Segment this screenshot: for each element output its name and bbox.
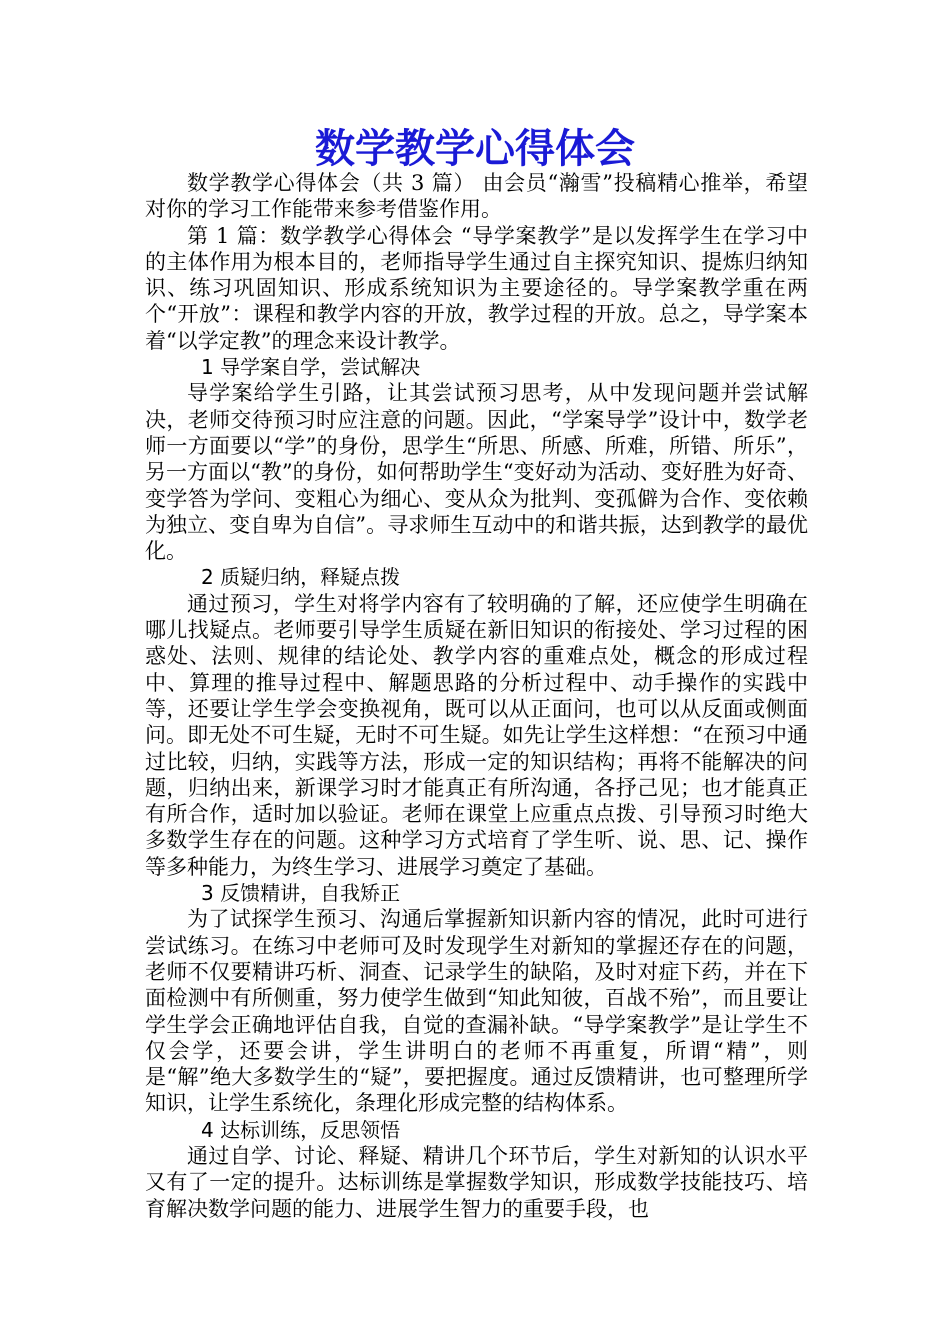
section-heading-2: 2 质疑归纳，释疑点拨 <box>201 565 401 590</box>
section-heading-3: 3 反馈精讲，自我矫正 <box>201 881 401 906</box>
section-heading-1: 1 导学案自学，尝试解决 <box>201 355 421 380</box>
part1-paragraph: 第 1 篇：数学教学心得体会 “导学案教学”是以发挥学生在学习中的主体作用为根本目的，老师指导学生通过自主探究知识、提炼归纳知识、练习巩固知识、形成系统知识为主要途径的。导学案教学重在两个“开放”：课程和教学内容的开放，教学过程的开放。总之，导学案本着“以学定教”的理念来设计教学。 <box>145 223 808 353</box>
section-paragraph-3: 为了试探学生预习、沟通后掌握新知识新内容的情况，此时可进行尝试练习。在练习中老师可及时发现学生对新知的掌握还存在的问题，老师不仅要精讲巧析、洞查、记录学生的缺陷，及时对症下药，并在下面检测中有所侧重，努力使学生做到“知此知彼，百战不殆”，而且要让学生学会正确地评估自我，自觉的查漏补缺。“导学案教学”是让学生不仅会学，还要会讲，学生讲明白的老师不再重复，所谓“精”，则是“解”绝大多数学生的“疑”，要把握度。通过反馈精讲，也可整理所学知识，让学生系统化，条理化形成完整的结构体系。 <box>145 907 808 1116</box>
section-paragraph-4: 通过自学、讨论、释疑、精讲几个环节后，学生对新知的认识水平又有了一定的提升。达标训练是掌握数学知识，形成数学技能技巧、培育解决数学问题的能力、进展学生智力的重要手段，也 <box>145 1143 808 1221</box>
intro-paragraph: 数学教学心得体会（共 3 篇） 由会员“瀚雪”投稿精心推举，希望对你的学习工作能带来参考借鉴作用。 <box>145 171 808 222</box>
section-paragraph-1: 导学案给学生引路，让其尝试预习思考，从中发现问题并尝试解决，老师交待预习时应注意的问题。因此，“学案导学”设计中，数学老师一方面要以“学”的身份，思学生“所思、所感、所难，所错、所乐”，另一方面以“教”的身份，如何帮助学生“变好动为活动、变好胜为好奇、变学答为学问、变粗心为细心、变从众为批判、变孤僻为合作、变依赖为独立、变自卑为自信”。寻求师生互动中的和谐共振，达到教学的最优化。 <box>145 381 808 564</box>
section-paragraph-2: 通过预习，学生对将学内容有了较明确的了解，还应使学生明确在哪儿找疑点。老师要引导学生质疑在新旧知识的衔接处、学习过程的困惑处、法则、规律的结论处、教学内容的重难点处，概念的形成过程中、算理的推导过程中、解题思路的分析过程中、动手操作的实践中等，还要让学生学会变换视角，既可以从正面问，也可以从反面或侧面问。即无处不可生疑，无时不可生疑。如先让学生这样想：“在预习中通过比较，归纳，实践等方法，形成一定的知识结构；再将不能解决的问题，归纳出来，新课学习时才能真正有所沟通，各抒己见；也才能真正有所合作，适时加以验证。老师在课堂上应重点点拨、引导预习时绝大多数学生存在的问题。这种学习方式培育了学生听、说、思、记、操作等多种能力，为终生学习、进展学习奠定了基础。 <box>145 591 808 879</box>
document-title: 数学教学心得体会 <box>315 126 635 172</box>
section-heading-4: 4 达标训练，反思领悟 <box>201 1117 401 1142</box>
document-body <box>145 170 808 1222</box>
